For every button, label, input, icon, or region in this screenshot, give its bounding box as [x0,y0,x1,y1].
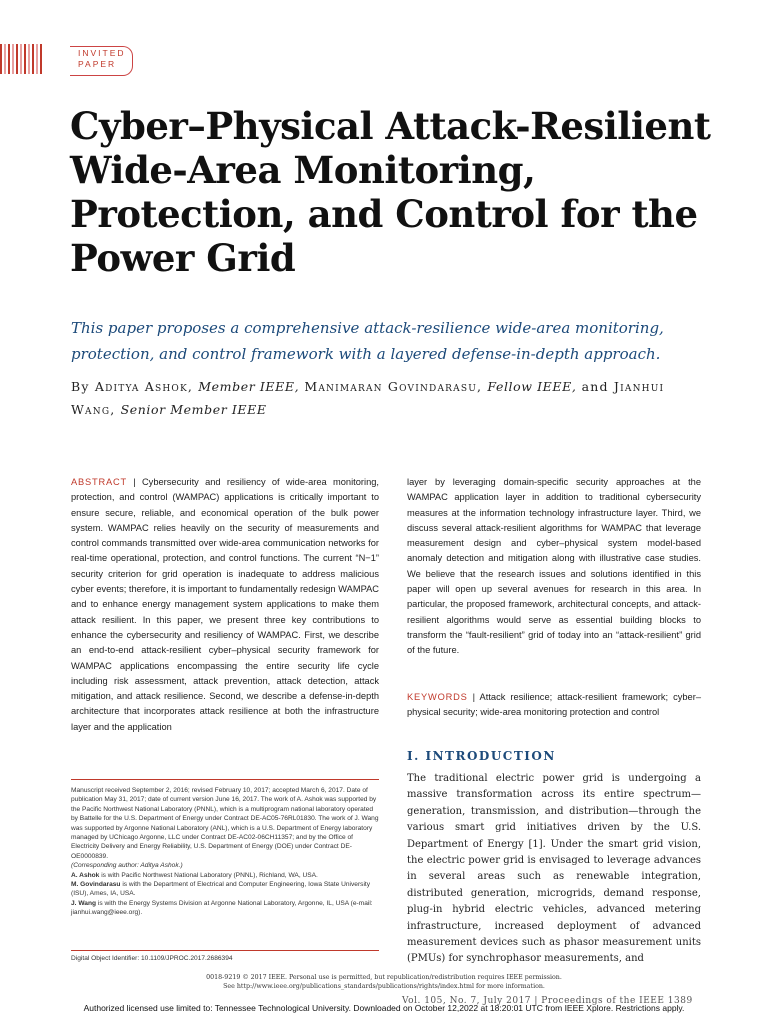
manuscript-footnote [71,786,381,918]
copyright-line-1: 0018-9219 © 2017 IEEE. Personal use is permitted, but republication/redistribution requires IEEE permission. [206,974,562,981]
abstract [71,475,379,735]
affiliation-1-name: A. Ashok [71,871,100,879]
affiliation-1-text: is with Pacific Northwest National Laboratory (PNNL), Richland, WA, USA. [101,871,318,879]
license-notice: Authorized licensed use limited to: Tennessee Technological University. Downloaded on October 12,2022 at 18:20:01 UTC from IEEE Xplore. Restrictions apply. [83,1003,685,1013]
affiliation-3 [71,899,381,918]
paper-subtitle: This paper proposes a comprehensive attack-resilience wide-area monitoring, protection, and control framework with a layered defense-in-depth approach. [71,319,664,363]
corresponding-author: (Corresponding author: Aditya Ashok.) [71,862,183,870]
affiliation-2 [71,880,381,899]
affiliation-2-name: M. Govindarasu [71,881,121,889]
abstract-continued: layer by leveraging domain-specific security approaches at the WAMPAC application layer in addition to traditional cybersecurity measures at the information technology infrastructure layer. Third, we discuss several attack-resilient algorithms for WAMPAC that leverage measurement design and cyber–physical system model-based anomaly detection and mitigation along with illustrative case studies. We believe that the research issues and solutions identified in this paper will open up several avenues for research in this area. In particular, the proposed framework, architectural concepts, and attack-resilient algorithms would serve as essential building blocks to transform the “fault-resilient” grid of today into an “attack-resilient” grid of the future. [407,477,701,656]
introduction-text: The traditional electric power grid is undergoing a massive transformation across its entire spectrum—generation, transmission, and distribution—through the various smart grid initiatives driven by the U.S. Department of Energy [1]. Under the smart grid vision, the electric power grid is envisaged to leverage advances in several areas such as renewable integration, distributed generation, microgrids, demand response, plug-in hybrid electric vehicles, advanced metering infrastructure, increased deployment of advanced measurement devices such as phasor measurement units (PMUs) for synchrophasor measurements, and [407,773,701,965]
badge-line-1: INVITED [78,48,126,58]
abstract-label: ABSTRACT [71,477,127,487]
abstract-separator: | [127,477,142,487]
manuscript-received: Manuscript received September 2, 2016; revised February 10, 2017; accepted March 6, 2017. Date of publication May 31, 2017; date of current version June 16, 2017. The work of A. Ashok was supported by the Pacific Northwest National Laboratory (PNNL), which is a multiprogram national laboratory operated by Battelle for the U.S. Department of Energy under Contract DE-AC05-76RL01830. The work of J. Wang was supported by Argonne National Laboratory (ANL), which is a U.S. Department of Energy laboratory managed by UChicago Argonne, LLC under Contract DE-AC02-06CH11357; and by the Office of Electricity Delivery and Energy Reliability, U.S. Department of Energy (DOE) under Contract DE-OE0000839. [71,787,379,860]
affiliation-3-name: J. Wang [71,899,97,907]
footnote-divider [71,779,379,780]
by-label: By [71,379,90,394]
keywords [407,690,701,721]
doi: Digital Object Identifier: 10.1109/JPROC.2017.2686394 [71,955,233,962]
author-2-role: Fellow IEEE, [487,379,577,394]
keywords-label: KEYWORDS [407,692,468,702]
keywords-text: Attack resilience; attack-resilient framework; cyber–physical security; wide-area monitoring protection and control [407,692,701,718]
abstract-text: Cybersecurity and resiliency of wide-area monitoring, protection, and control (WAMPAC) applications is critically important to ensure secure, reliable, and economical operation of the bulk power system. WAMPAC relies heavily on the security of measurements and control commands transmitted over wide-area communication networks for real-time operational, protection, and control functions. The current “N−1” security criterion for grid operation is inadequate to address malicious cyber events; therefore, it is important to fundamentally redesign WAMPAC and to enhance energy management system applications to make them attack resilient. In this paper, we present three key contributions to enhance the cybersecurity and resiliency of WAMPAC. First, we describe an end-to-end attack-resilient cyber–physical security framework for WAMPAC applications encompassing the entire security life cycle including risk assessment, attack prevention, attack detection, attack mitigation, and attack resilience. Second, we describe a defense-in-depth architecture that incorporates attack resilience at both the infrastructure layer and the application [71,477,379,732]
badge-stripes [0,44,46,74]
and-label: and [581,379,609,394]
author-1: Aditya Ashok, [94,379,194,394]
author-3: Jianhui Wang, [71,379,665,417]
author-1-role: Member IEEE, [198,379,300,394]
keywords-separator: | [467,692,480,702]
author-2: Manimaran Govindarasu, [304,379,483,394]
section-heading-introduction: I. INTRODUCTION [407,749,556,763]
author-list [71,375,711,421]
journal-footer: Vol. 105, No. 7, July 2017 | Proceedings of the IEEE 1389 [402,996,693,1006]
copyright-line-2: See http://www.ieee.org/publications_standards/publications/rights/index.html for more information. [223,983,545,990]
affiliation-3-text: is with the Energy Systems Division at Argonne National Laboratory, Argonne, IL, USA (e-mail: jianhui.wang@ieee.org). [71,899,373,917]
invited-paper-badge [78,48,134,70]
affiliation-2-text: is with the Department of Electrical and Computer Engineering, Iowa State University (ISU), Ames, IA, USA. [71,881,371,898]
paper-title: Cyber–Physical Attack-Resilient Wide-Area Monitoring, Protection, and Control for the Power Grid [70,104,711,280]
copyright-notice [0,973,768,991]
badge-line-2: PAPER [78,59,117,69]
affiliation-1 [71,871,381,880]
doi-divider [71,950,379,951]
author-3-role: Senior Member IEEE [120,402,267,417]
